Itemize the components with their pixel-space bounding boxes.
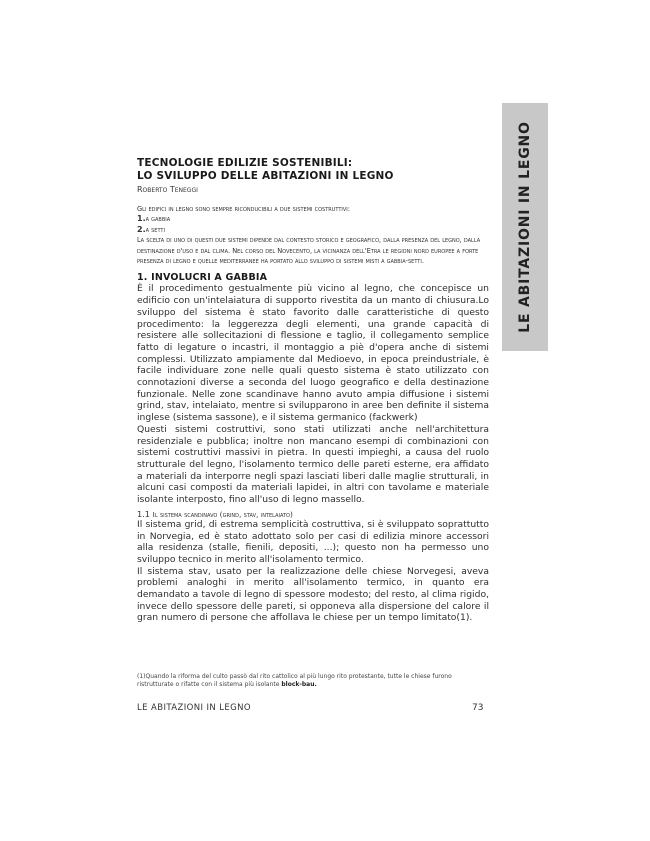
intro-item-2-text: a setti	[145, 225, 165, 234]
section-paragraph-2: Questi sistemi costruttivi, sono stati utilizzati anche nell'architettura residenziale e pubblica; inoltre non mancano esempi di combinazioni con sistemi costruttivi massivi in pietra. In questi impieghi, a causa del ruolo strutturale del legno, l'isolamento termico delle pareti esterne, era affidato a materiali da interporre negli spazi lasciati liberi dalle maglie strutturali, in alcuni casi composti da materiali lapidei, in altri con tavolame e materiale isolante interposto, fino all'uso di legno massello.	[137, 423, 489, 506]
intro-paragraph: La scelta di uno di questi due sistemi dipende dal contesto storico e geografico, dalla presenza del legno, dalla destinazione d'uso e dal clima. Nel corso del Novecento, la vicinanza dell'Etra le regioni nord europee a forte presenza di legno e quelle mediterranee ha portato allo sviluppo di sistemi misti a gabbia-setti.	[137, 236, 481, 266]
footer-running-title: LE ABITAZIONI IN LEGNO	[137, 703, 252, 713]
subsection-title	[137, 509, 489, 519]
article	[137, 157, 489, 624]
intro-item-1-number: 1.	[137, 214, 146, 224]
intro-item-2-number: 2.	[137, 224, 146, 234]
intro-item-1-text: a gabbia	[145, 215, 171, 224]
subsection-title-text: Il sistema scandinavo (grind, stav, intelaiato)	[152, 509, 293, 519]
intro-item-2	[137, 225, 489, 235]
footnote-text: (1)Quando la riforma del culto passò dal rito cattolico al più lungo rito protestante, tutte le chiese furono ristrutturate o rifatte con il sistema più isolante	[137, 673, 452, 688]
side-tab-label: LE ABITAZIONI IN LEGNO	[517, 121, 533, 333]
section-paragraph-1: È il procedimento gestualmente più vicino al legno, che concepisce un edificio con un'intelaiatura di supporto rivestita da un manto di chiusura.Lo sviluppo del sistema è stato favorito dalle caratteristiche di questo procedimento: la leggerezza degli elementi, una grande capacità di resistere alle sollecitazioni di flessione e taglio, il collegamento semplice fatto di legature o incastri, il montaggio a piè d'opera anche di sistemi complessi. Utilizzato ampiamente dal Medioevo, in epoca preindustriale, è facile individuare zone nelle quali questo sistema è stato utilizzato con connotazioni diverse a seconda del luogo geografico e della destinazione funzionale. Nelle zone scandinave hanno avuto ampia diffusione i sistemi grind, stav, intelaiato, mentre si svilupparono in aree ben definite il sistema inglese (sistema sassone), e il sistema germanico (fackwerk)	[137, 283, 489, 424]
intro-item-1	[137, 214, 489, 224]
subsection-paragraph-2: Il sistema stav, usato per la realizzazione delle chiese Norvegesi, aveva problemi analoghi in merito all'isolamento termico, in quanto era demandato a tavole di legno di spessore modesto; del resto, al clima rigido, invece dello spessore delle pareti, si opponeva alla dispersione del calore il gran numero di persone che affollava le chiese per un tempo limitato(1).	[137, 565, 489, 624]
article-title-line-2: LO SVILUPPO DELLE ABITAZIONI IN LEGNO	[137, 170, 394, 182]
section-title: 1. INVOLUCRI A GABBIA	[137, 272, 268, 284]
subsection-paragraph-1: Il sistema grid, di estrema semplicità costruttiva, si è sviluppato soprattutto in Norvegia, ed è stato adottato solo per casi di edilizia minore accessori alla residenza (stalle, fienili, depositi, ...); questo non ha permesso uno sviluppo tecnico in merito all'isolamento termico.	[137, 518, 489, 565]
article-title-line-1: TECNOLOGIE EDILIZIE SOSTENIBILI:	[137, 157, 353, 169]
intro-block	[137, 204, 489, 266]
intro-line: Gli edifici in legno sono sempre riconducibili a due sistemi costruttivi:	[137, 205, 350, 213]
article-author: Roberto Teneggi	[137, 185, 198, 194]
footnote-bold: block-bau.	[281, 681, 317, 688]
side-tab	[502, 103, 548, 351]
subsection-number: 1.1	[137, 508, 151, 519]
page-number: 73	[472, 703, 484, 713]
footnote	[137, 673, 489, 689]
